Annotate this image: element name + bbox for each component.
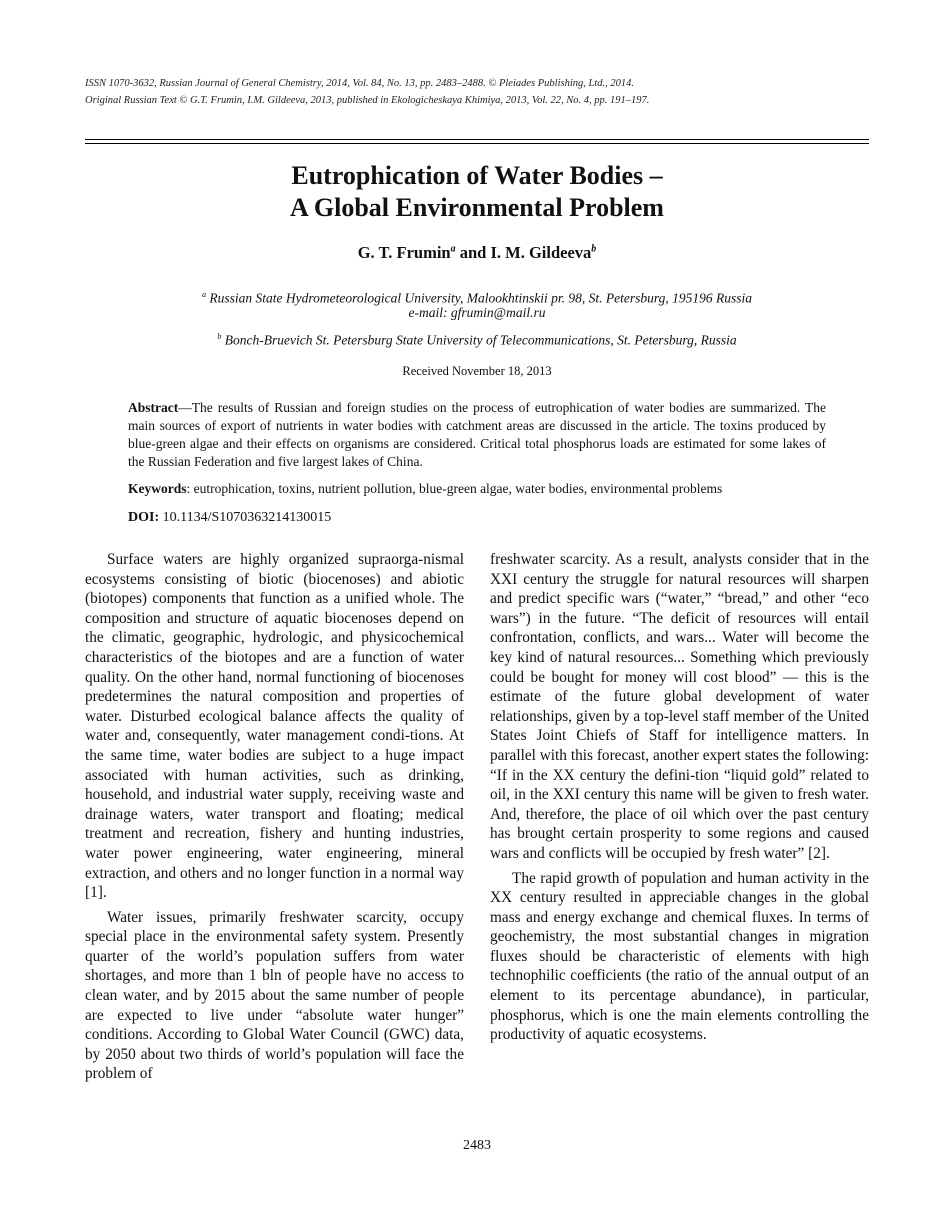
title-line-2: A Global Environmental Problem — [290, 193, 664, 222]
body-paragraph: Water issues, primarily freshwater scarcity, occupy special place in the environmental safety system. Presently quarter of the world’s population suffers from water shortages, and more than 1 bln of people have no access to clean water, and by 2015 about the same number of people are expected to live under “absolute water hunger” conditions. According to Global Water Council (GWC) data, by 2050 about two thirds of world’s population will face the problem of — [85, 908, 464, 1083]
affiliation-b-text: Bonch-Bruevich St. Petersburg State University of Telecommunications, St. Petersburg, Russia — [221, 332, 737, 348]
keywords-label: Keywords — [128, 481, 187, 496]
page-number: 2483 — [463, 1138, 491, 1153]
affiliation-a-text: Russian State Hydrometeorological University, Malookhtinskii pr. 98, St. Petersburg, 195196 Russia — [206, 290, 752, 306]
doi — [128, 510, 331, 526]
received-date: Received November 18, 2013 — [402, 364, 552, 378]
affiliation-b — [85, 328, 869, 350]
author-list — [85, 243, 869, 263]
doi-value: 10.1134/S1070363214130015 — [159, 510, 332, 525]
body-paragraph: Surface waters are highly organized supraorga-nismal ecosystems consisting of biotic (biocenoses) and abiotic (biotopes) components that function as a unified whole. The composition and structure of aquatic biocenoses depend on the climatic, geographic, hydrologic, and physicochemical characteristics of the biotopes and are a function of water quality. On the other hand, normal functioning of biocenoses predetermines the natural composition and properties of water. Disturbed ecological balance affects the quality of water and, consequently, water management condi-tions. At the same time, water bodies are subject to a huge impact associated with human activities, such as drinking, household, and industrial water supply, receiving waste and drainage waters, water transport and floating; medical treatment and recreation, fishery and hunting industries, water power engineering, water engineering, mineral extraction, and others and no longer function in a normal way [1]. — [85, 551, 464, 902]
abstract-text: —The results of Russian and foreign studies on the process of eutrophication of water bodies are summarized. The main sources of export of nutrients in water bodies with catchment areas are discussed in the article. The toxins produced by blue-green algae and their effects on organisms are considered. Critical total phosphorus loads are estimated for some lakes of the Russian Federation and five largest lakes of China. — [128, 400, 826, 469]
doi-label: DOI: — [128, 510, 160, 525]
right-column — [490, 550, 869, 1050]
abstract-label: Abstract — [128, 400, 179, 415]
header-rule-bottom — [85, 143, 869, 144]
body-paragraph: freshwater scarcity. As a result, analysts consider that in the XXI century the struggle for natural resources will sharpen and predict specific wars (“water,” “bread,” and other “eco wars”) in the future. “The deficit of resources will entail confrontation, conflicts, and wars... Water will become the key kind of natural resources... Something which previously could be bought for money will cost blood” — this is the estimate of the future global development of water relationships, given by a top-level staff member of the United States Joint Chiefs of Staff for intelligence matters. In parallel with this forecast, another expert states the following: “If in the XX century the defini-tion “liquid gold” related to oil, in the XXI century this name will be given to fresh water. And, therefore, the place of oil which over the past century has brought certain prosperity to some regions and caused wars and conflicts will be occupied by fresh water” [2]. — [490, 551, 869, 862]
author-1: G. T. Frumin — [357, 243, 451, 262]
keywords-text: : eutrophication, toxins, nutrient pollution, blue-green algae, water bodies, environmental problems — [186, 481, 723, 496]
author-2: I. M. Gildeeva — [490, 243, 592, 262]
article-title — [85, 160, 869, 224]
left-column — [85, 550, 464, 1089]
author-2-mark: b — [591, 243, 597, 255]
affiliation-a-mark: a — [202, 290, 207, 299]
abstract — [128, 399, 826, 471]
header-rule-top — [85, 139, 869, 140]
affiliation-b-mark: b — [217, 332, 222, 341]
journal-citation: ISSN 1070-3632, Russian Journal of General Chemistry, 2014, Vol. 84, No. 13, pp. 2483–2488. © Pleiades Publishing, Ltd., 2014. — [85, 78, 635, 89]
body-paragraph: The rapid growth of population and human activity in the XX century resulted in appreciable changes in the global mass and energy exchange and chemical fluxes. In terms of geochemistry, the most substantial changes in migration fluxes should be characteristic of elements with high technophilic coefficients (the ratio of the annual output of an element to its percentage abundance), in particular, phosphorus, which is one the main elements controlling the productivity of aquatic ecosystems. — [490, 869, 869, 1044]
keywords — [128, 480, 848, 498]
title-line-1: Eutrophication of Water Bodies – — [291, 161, 663, 190]
author-1-mark: a — [450, 243, 456, 255]
original-text-citation: Original Russian Text © G.T. Frumin, I.M. Gildeeva, 2013, published in Ekologicheskaya Khimiya, 2013, Vol. 22, No. 4, pp. 191–197. — [85, 95, 650, 106]
author-connector: and — [455, 243, 491, 262]
contact-email: e-mail: gfrumin@mail.ru — [408, 305, 546, 320]
